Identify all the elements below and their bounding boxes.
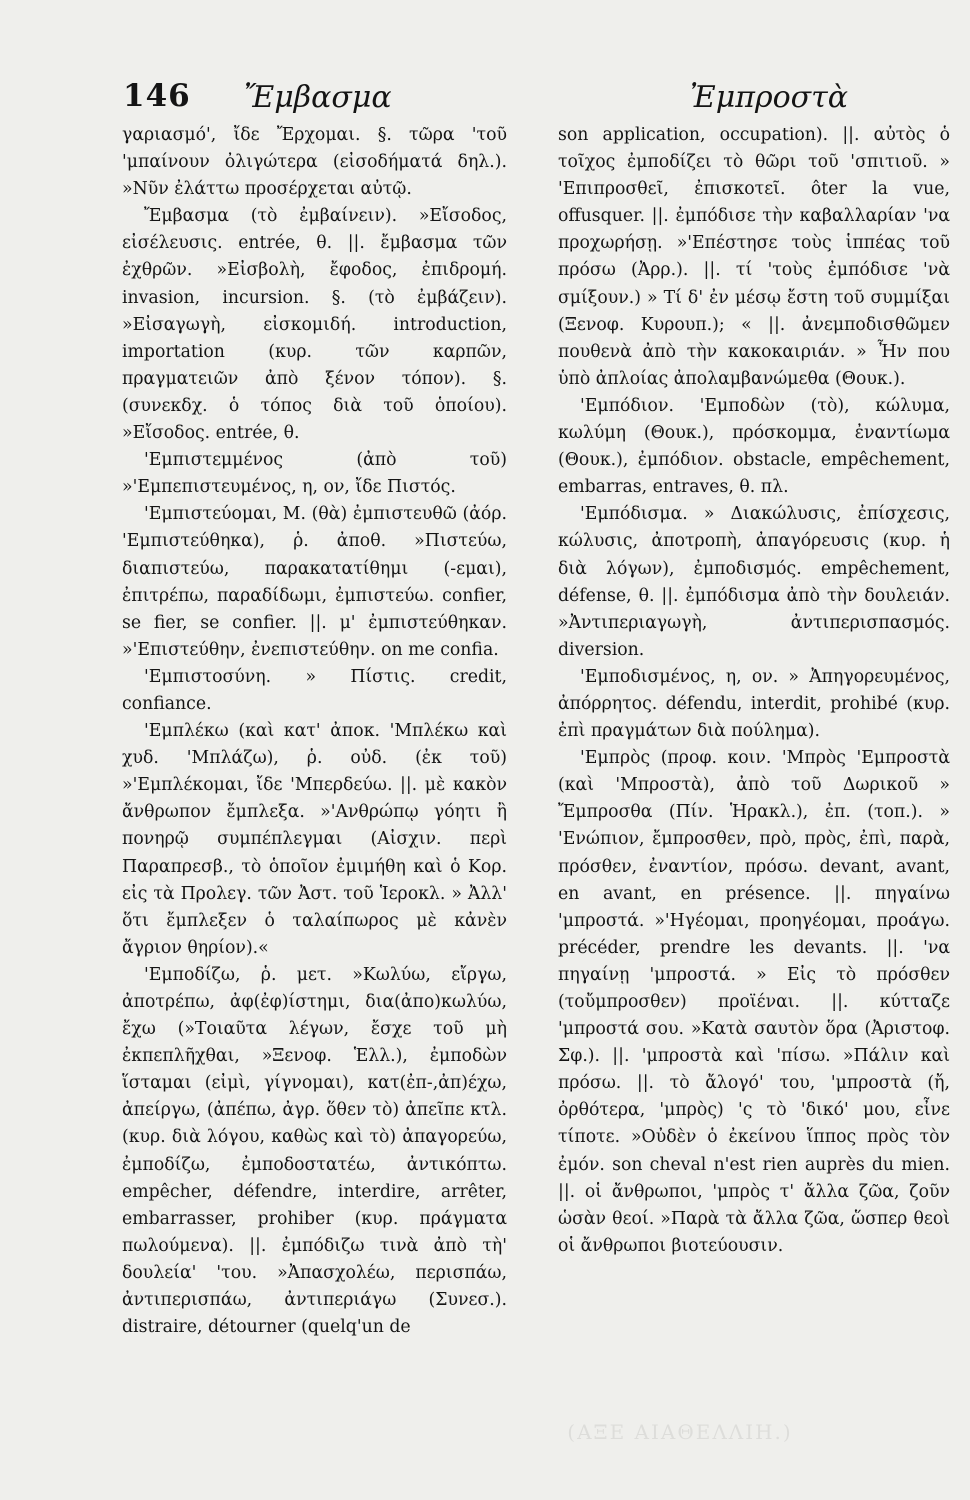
- entry-paragraph: son application, occupation). ||. αὐτὸς ὁ τοῖχος ἐμποδίζει τὸ θῶρι τοῦ 'σπιτιοῦ. » 'Επιπροσθεῖ, ἐπισκοτεῖ. ôter la vue, offusquer. ||. ἐμπόδισε τὴν καβαλλαρίαν 'να προχωρήσῃ. »'Επέστησε τοὺς ἱππέας τοῦ πρόσω (Ἀρρ.). ||. τί 'τοὺς ἐμπόδισε 'νὰ σμίξουν.) » Τί δ' ἐν μέσῳ ἔστη τοῦ συμμίξαι (Ξενοφ. Κυρουπ.); « ||. ἀνεμποδισθῶμεν πουθενὰ ἀπὸ τὴν κακοκαιριάν. » Ἦν που ὑπὸ ἀπλοίας ἀπολαμβανώμεθα (Θουκ.).: [558, 125, 950, 389]
- entry-paragraph: Ἔμβασμα (τὸ ἐμβαίνειν). »Εἴσοδος, εἰσέλευσις. entrée, θ. ||. ἔμβασμα τῶν ἐχθρῶν. »Εἰσβολὴ, ἔφοδος, ἐπιδρομή. invasion, incursion. §. (τὸ ἐμβάζειν). »Εἰσαγωγὴ, εἰσκομιδή. introduction, importation (κυρ. τῶν καρπῶν, πραγματειῶν ἀπὸ ξένον τόπον). §. (συνεκδχ. ὁ τόπος διὰ τοῦ ὁποίου). »Εἴσοδος. entrée, θ.: [122, 206, 507, 444]
- entry-paragraph: 'Εμπιστοσύνη. » Πίστις. credit, confiance.: [122, 666, 507, 714]
- right-headword: Ἐμπροστὰ: [690, 80, 848, 115]
- entry-paragraph: 'Εμποδισμένος, η, ον. » Ἀπηγορευμένος, ἀπόρρητος. défendu, interdit, prohibé (κυρ. ἐπὶ πραγμάτων διὰ πούλημα).: [558, 666, 950, 742]
- entry-paragraph: 'Εμπλέκω (καὶ κατ' ἀποκ. 'Μπλέκω καὶ χυδ. 'Μπλάζω), ῥ. οὐδ. (ἐκ τοῦ) »'Εμπλέκομαι, ἴδε 'Μπερδεύω. ||. μὲ κακὸν ἄνθρωπον ἔμπλεξα. »'Ανθρώπῳ γόητι ἢ πονηρῷ συμπέπλεγμαι (Αἰσχιν. περὶ Παραπρεσβ., τὸ ὁποῖον ἐμιμήθη καὶ ὁ Κορ. εἰς τὰ Προλεγ. τῶν Ἀστ. τοῦ Ἱεροκλ. » Ἀλλ' ὅτι ἔμπλεξεν ὁ ταλαίπωρος μὲ κἀνὲν ἄγριον θηρίον).«: [122, 721, 507, 958]
- entry-paragraph: γαριασμό', ἴδε Ἔρχομαι. §. τῶρα 'τοῦ 'μπαίνουν ὀλιγώτερα (εἰσοδήματά δηλ.). »Νῦν ἐλάττω προσέρχεται αὐτῷ.: [122, 125, 507, 200]
- entry-paragraph: 'Εμπόδιον. 'Εμποδὼν (τὸ), κώλυμα, κωλύμη (Θουκ.), πρόσκομμα, ἐναντίωμα (Θουκ.), ἐμπόδιον. obstacle, empêchement, embarras, entraves, θ. πλ.: [558, 395, 950, 498]
- entry-paragraph: 'Εμπρὸς (προφ. κοιν. 'Μπρὸς 'Εμπροστὰ (καὶ 'Μπροστὰ), ἀπὸ τοῦ Δωρικοῦ » Ἔμπροσθα (Πίν. Ἡρακλ.), ἐπ. (τοπ.). » 'Ενώπιον, ἔμπροσθεν, πρὸ, πρὸς, ἐπὶ, παρὰ, πρόσθεν, ἐναντίον, πρόσω. devant, avant, en avant, en présence. ||. πηγαίνω 'μπροστά. »'Ηγέομαι, προηγέομαι, προάγω. précéder, prendre les devants. ||. 'να πηγαίνῃ 'μπροστά. » Εἰς τὸ πρόσθεν (τοὔμπροσθεν) προϊέναι. ||. κύτταζε 'μπροστά σου. »Κατὰ σαυτὸν ὅρα (Ἀριστοφ. Σφ.). ||. 'μπροστὰ καὶ 'πίσω. »Πάλιν καὶ πρόσω. ||. τὸ ἄλογό' του, 'μπροστὰ (ἤ, ὀρθότερα, 'μπρὸς) 'ς τὸ 'δικό' μου, εἶνε τίποτε. »Οὐδὲν ὁ ἐκείνου ἵππος πρὸς τὸν ἐμόν. son cheval n'est rien auprès du mien. ||. οἱ ἄνθρωποι, 'μπρὸς τ' ἄλλα ζῶα, ζοῦν ὡσὰν θεοί. »Παρὰ τὰ ἄλλα ζῶα, ὥσπερ θεοὶ οἱ ἄνθρωποι βιοτεύουσιν.: [558, 748, 950, 1256]
- entry-paragraph: 'Εμποδίζω, ῥ. μετ. »Κωλύω, εἴργω, ἀποτρέπω, ἀφ(ἐφ)ίστημι, δια(ἀπο)κωλύω, ἔχω (»Τοιαῦτα λέγων, ἔσχε τοῦ μὴ ἐκπεπλῆχθαι, »Ξενοφ. Ἑλλ.), ἐμποδὼν ἵσταμαι (εἰμὶ, γίγνομαι), κατ(ἐπ-,ἀπ)έχω, ἀπείργω, (ἀπέπω, ἀγρ. ὅθεν τὸ) ἀπεῖπε κτλ. (κυρ. διὰ λόγου, καθὼς καὶ τὸ) ἀπαγορεύω, ἐμποδίζω, ἐμποδοστατέω, ἀντικόπτω. empêcher, défendre, interdire, arrêter, embarrasser, prohiber (κυρ. πράγματα πωλούμενα). ||. ἐμπόδιζω τινὰ ἀπὸ τὴ' δουλεία' 'του. »Ἀπασχολέω, περισπάω, ἀντιπερισπάω, ἀντιπεριάγω (Συνεσ.). distraire, détourner (quelq'un de: [122, 964, 507, 1338]
- running-header: [0, 0, 970, 120]
- entry-paragraph: 'Εμπιστεύομαι, Μ. (θὰ) ἐμπιστευθῶ (ἀόρ. 'Εμπιστεύθηκα), ῥ. ἀποθ. »Πιστεύω, διαπιστεύω, παρακατατίθημι (-εμαι), ἐπιτρέπω, παραδίδωμι, ἐμπιστεύω. confier, se fier, se confier. ||. μ' ἐμπιστεύθηκαν. »'Επιστεύθην, ἐνεπιστεύθην. on me confia.: [122, 504, 507, 660]
- right-column: [558, 122, 950, 1422]
- entry-paragraph: 'Εμπιστεμμένος (ἀπὸ τοῦ) »'Εμπεπιστευμένος, η, ον, ἴδε Πιστός.: [122, 450, 507, 498]
- left-headword: Ἔμβασμα: [244, 80, 392, 115]
- left-column: [122, 122, 507, 1422]
- page-number: 146: [123, 78, 191, 114]
- entry-paragraph: 'Εμπόδισμα. » Διακώλυσις, ἐπίσχεσις, κώλυσις, ἀποτροπὴ, ἀπαγόρευσις (κυρ. ἡ διὰ λόγων), ἐμποδισμός. empêchement, défense, θ. ||. ἐμπόδισμα ἀπὸ τὴν δουλειάν. »Ἀντιπεριαγωγὴ, ἀντιπερισπασμός. diversion.: [558, 504, 950, 660]
- show-through-text: (ΑΞΕ ΑΙΑΘΕΛΛΙΗ.): [567, 1420, 793, 1444]
